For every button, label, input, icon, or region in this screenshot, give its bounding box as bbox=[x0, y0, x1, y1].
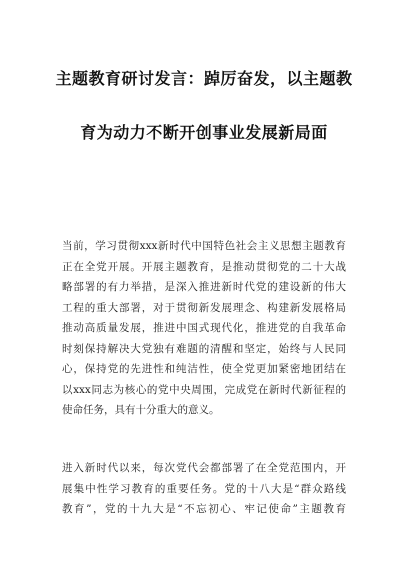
paragraph-line: 工程的重大部署，对于贯彻新发展理念、构建新发展格局 bbox=[62, 301, 346, 314]
paragraph-line: 以xxx同志为核心的党中央周围，完成党在新时代新征程的 bbox=[62, 383, 346, 396]
paragraph-1 bbox=[62, 236, 346, 421]
paragraph-line: 正在全党开展。开展主题教育，是推动贯彻党的二十大战 bbox=[62, 260, 346, 273]
paragraph-line: 心，保持党的先进性和纯洁性，使全党更加紧密地团结在 bbox=[62, 363, 346, 375]
paragraph-line: 略部署的有力举措，是深入推进新时代党的建设新的伟大 bbox=[62, 281, 346, 293]
paragraph-2 bbox=[62, 458, 346, 520]
paragraph-line: 使命任务，具有十分重大的意义。 bbox=[62, 404, 220, 416]
paragraph-line: 展集中性学习教育的重要任务。党的十八大是“群众路线 bbox=[62, 482, 346, 495]
paragraph-line: 教育”，党的十九大是“不忘初心、牢记使命”主题教育 bbox=[62, 503, 346, 515]
paragraph-line: 进入新时代以来，每次党代会都部署了在全党范围内，开 bbox=[62, 462, 346, 474]
document-title-line-1: 主题教育研讨发言：踔厉奋发，以主题教 bbox=[55, 69, 353, 88]
document-title-line-2: 育为动力不断开创事业发展新局面 bbox=[80, 123, 328, 142]
paragraph-line: 当前，学习贯彻xxx新时代中国特色社会主义思想主题教育 bbox=[62, 240, 346, 252]
paragraph-line: 推动高质量发展，推进中国式现代化，推进党的自我革命 bbox=[62, 322, 346, 334]
paragraph-line: 时刻保持解决大党独有难题的清醒和坚定，始终与人民同 bbox=[62, 342, 346, 355]
